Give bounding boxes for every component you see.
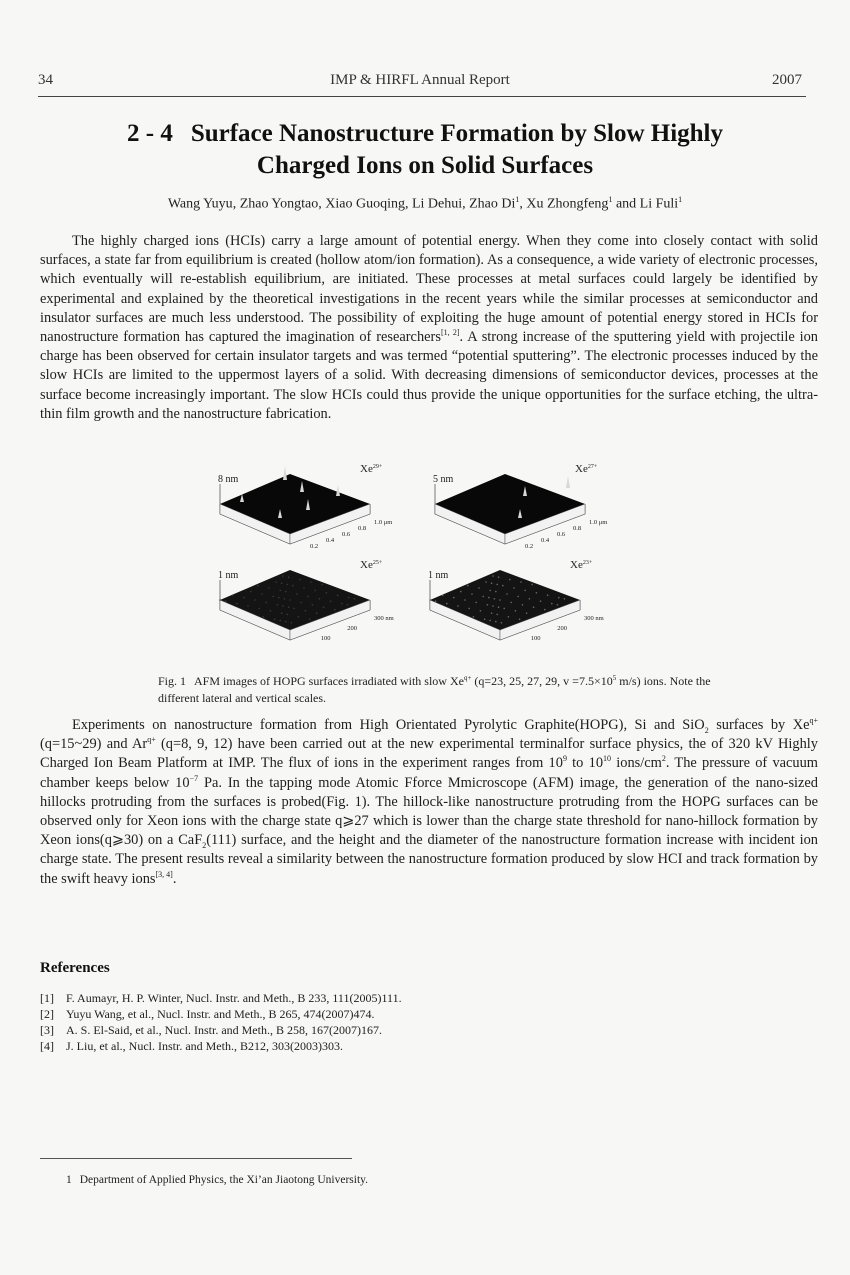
reference-index: [1] bbox=[40, 991, 54, 1005]
texture-dot bbox=[288, 576, 290, 578]
texture-dot bbox=[291, 622, 293, 624]
axis-tick-label: 0.8 bbox=[573, 525, 582, 532]
journal-title: IMP & HIRFL Annual Report bbox=[330, 72, 510, 88]
header-divider bbox=[38, 96, 806, 97]
z-scale-label: 8 nm bbox=[218, 474, 239, 485]
reference-index: [4] bbox=[40, 1039, 54, 1053]
reference-text: J. Liu, et al., Nucl. Instr. and Meth., B212, 303(2003)303. bbox=[66, 1039, 343, 1053]
texture-dot bbox=[263, 616, 265, 618]
texture-dot bbox=[247, 605, 249, 607]
texture-dot bbox=[526, 612, 528, 614]
reference-text: Yuyu Wang, et al., Nucl. Instr. and Meth., B 265, 474(2007)474. bbox=[66, 1007, 375, 1021]
superscript: 9 bbox=[562, 754, 567, 764]
z-scale-label: 1 nm bbox=[218, 570, 239, 581]
texture-dot bbox=[334, 609, 336, 611]
axis-tick-label: 0.8 bbox=[358, 525, 367, 532]
affiliation-mark: 1 bbox=[515, 195, 520, 204]
texture-dot bbox=[464, 599, 466, 601]
texture-dot bbox=[286, 584, 288, 586]
texture-dot bbox=[326, 592, 328, 594]
texture-dot bbox=[498, 606, 500, 608]
afm-surface bbox=[430, 570, 580, 630]
text-run: (q=15~29) and Ar bbox=[40, 736, 148, 753]
texture-dot bbox=[551, 603, 553, 605]
texture-dot bbox=[232, 594, 234, 596]
texture-dot bbox=[487, 604, 489, 606]
z-scale-label: 1 nm bbox=[428, 570, 449, 581]
texture-dot bbox=[508, 616, 510, 618]
texture-dot bbox=[274, 618, 276, 620]
texture-dot bbox=[429, 599, 431, 601]
texture-dot bbox=[316, 612, 318, 614]
texture-dot bbox=[510, 602, 512, 604]
subscript: 2 bbox=[704, 725, 709, 735]
afm-surface bbox=[435, 474, 585, 534]
reference-index: [3] bbox=[40, 1023, 54, 1037]
texture-dot bbox=[268, 587, 270, 589]
intro-paragraph bbox=[40, 232, 818, 424]
axis-tick-label: 0.2 bbox=[310, 543, 319, 550]
afm-panel-xe27 bbox=[425, 462, 655, 562]
texture-dot bbox=[492, 605, 494, 607]
reference-text: A. S. El-Said, et al., Nucl. Instr. and Meth., B 258, 167(2007)167. bbox=[66, 1023, 382, 1037]
texture-dot bbox=[460, 591, 462, 593]
superscript: 10 bbox=[603, 754, 612, 764]
texture-dot bbox=[471, 593, 473, 595]
axis-tick-label: 0.6 bbox=[342, 531, 351, 538]
ion-label: $Xe^{29+}$ bbox=[360, 463, 383, 475]
texture-dot bbox=[547, 594, 549, 596]
texture-dot bbox=[275, 581, 277, 583]
texture-dot bbox=[496, 584, 498, 586]
texture-dot bbox=[270, 610, 272, 612]
axis-tick-label: 1.0 μm bbox=[589, 519, 608, 526]
reference-index: [2] bbox=[40, 1007, 54, 1021]
experiment-paragraph bbox=[40, 716, 818, 889]
texture-dot bbox=[286, 614, 288, 616]
affiliation-mark: 1 bbox=[608, 195, 613, 204]
author-name: Xu Zhongfeng bbox=[526, 196, 609, 212]
texture-dot bbox=[519, 618, 521, 620]
texture-dot bbox=[513, 587, 515, 589]
texture-dot bbox=[284, 598, 286, 600]
author-name: Li Dehui bbox=[411, 196, 463, 212]
texture-dot bbox=[219, 599, 221, 601]
text-run: Experiments on nanostructure formation from High Orientated Pyrolytic Graphite(HOPG), Si and SiO bbox=[72, 717, 705, 733]
texture-dot bbox=[278, 597, 280, 599]
texture-dot bbox=[312, 604, 314, 606]
texture-dot bbox=[529, 598, 531, 600]
texture-dot bbox=[495, 621, 497, 623]
author-name: Zhao Di bbox=[469, 196, 516, 212]
texture-dot bbox=[517, 596, 519, 598]
author-list: Wang Yuyu, Zhao Yongtao, Xiao Guoqing, Li Dehui, Zhao Di$^1$, Xu Zhongfeng$^1$ and Li Fuli$^1$ bbox=[167, 195, 683, 212]
text-run: Pa. In the tapping mode Atomic Fforce Mmicroscope (AFM) image, the generation of the nano-sized hillocks protruding from the surfaces is probed(Fig. 1). The hillock-like nanostructure protruding from the HOPG surfaces can be observed only for Xeon ions with the charge state q⩾27 which is lower than the charge state threshold for nano-hillock formation by Xeon ions(q⩾30) on a CaF bbox=[40, 774, 819, 849]
reference-item bbox=[40, 1022, 402, 1038]
texture-dot bbox=[319, 598, 321, 600]
superscript: 2 bbox=[661, 754, 666, 764]
title-line-2: Charged Ions on Solid Surfaces bbox=[256, 152, 594, 179]
hillock bbox=[336, 485, 340, 496]
axis-tick-label: 100 bbox=[530, 635, 541, 642]
author-name: Xiao Guoqing bbox=[325, 196, 405, 212]
author-name: Wang Yuyu bbox=[167, 196, 233, 212]
afm-panel-xe29 bbox=[210, 462, 440, 562]
texture-dot bbox=[540, 600, 542, 602]
texture-dot bbox=[522, 604, 524, 606]
texture-dot bbox=[321, 584, 323, 586]
references-heading: References bbox=[40, 960, 110, 976]
texture-dot bbox=[501, 622, 503, 624]
texture-dot bbox=[453, 597, 455, 599]
footnote-mark: 1 bbox=[66, 1174, 72, 1186]
texture-dot bbox=[531, 584, 533, 586]
texture-dot bbox=[250, 591, 252, 593]
afm-surface bbox=[220, 474, 370, 534]
texture-dot bbox=[309, 618, 311, 620]
texture-dot bbox=[492, 575, 494, 577]
texture-dot bbox=[482, 596, 484, 598]
reference-text: F. Aumayr, H. P. Winter, Nucl. Instr. and Meth., B 233, 111(2005)111. bbox=[66, 991, 402, 1005]
texture-dot bbox=[495, 591, 497, 593]
texture-dot bbox=[484, 618, 486, 620]
texture-dot bbox=[491, 612, 493, 614]
texture-dot bbox=[489, 590, 491, 592]
charge-state: 25+ bbox=[372, 560, 383, 566]
page-number: 34 bbox=[38, 72, 53, 88]
texture-dot bbox=[298, 616, 300, 618]
running-header bbox=[38, 70, 802, 96]
reference-item bbox=[40, 990, 402, 1006]
texture-dot bbox=[243, 597, 245, 599]
texture-dot bbox=[457, 605, 459, 607]
texture-dot bbox=[475, 602, 477, 604]
text-run: . bbox=[172, 870, 177, 887]
author-name: Zhao Yongtao bbox=[239, 196, 319, 212]
texture-dot bbox=[533, 606, 535, 608]
axis-tick-label: 0.4 bbox=[541, 537, 550, 544]
ion-label: $Xe^{25+}$ bbox=[360, 559, 383, 571]
texture-dot bbox=[498, 576, 500, 578]
texture-dot bbox=[279, 620, 281, 622]
texture-dot bbox=[341, 603, 343, 605]
text-run: m/s) ions. Note the different lateral and vertical scales. bbox=[158, 674, 711, 705]
charge-state: 27+ bbox=[587, 464, 598, 470]
z-scale-label: 5 nm bbox=[433, 474, 454, 485]
texture-dot bbox=[499, 599, 501, 601]
figure-afm-images bbox=[210, 462, 670, 662]
texture-dot bbox=[300, 602, 302, 604]
texture-dot bbox=[257, 585, 259, 587]
texture-dot bbox=[282, 575, 284, 577]
superscript: q+ bbox=[147, 735, 156, 745]
axis-tick-label: 0.6 bbox=[557, 531, 566, 538]
axis-tick-label: 300 nm bbox=[374, 615, 394, 622]
texture-dot bbox=[330, 600, 332, 602]
texture-dot bbox=[265, 602, 267, 604]
texture-dot bbox=[303, 587, 305, 589]
texture-dot bbox=[524, 590, 526, 592]
text-run: (q=8, 9, 12) have been carried out at the new experimental terminalfor surface physics, the of 320 kV Highly Charged Ion Beam Platform at IMP. The flux of ions in the experiment ranges from 10 bbox=[40, 736, 818, 772]
texture-dot bbox=[285, 591, 287, 593]
texture-dot bbox=[310, 581, 312, 583]
superscript: 5 bbox=[612, 674, 617, 682]
texture-dot bbox=[305, 610, 307, 612]
texture-dot bbox=[468, 608, 470, 610]
texture-dot bbox=[236, 603, 238, 605]
subscript: 2 bbox=[202, 841, 207, 851]
text-run: (111) surface, and the height and the diameter of the nanostructure formation increase with incident ion charge state. The present results reveal a similarity between the nanostructure formation produced by slow HCI and track formation by the swift heavy ions bbox=[40, 832, 818, 887]
footnote bbox=[66, 1174, 368, 1186]
texture-dot bbox=[557, 604, 559, 606]
texture-dot bbox=[281, 612, 283, 614]
afm-surface bbox=[220, 570, 370, 630]
figure-label: Fig. 1 bbox=[158, 674, 187, 688]
superscript: −7 bbox=[189, 773, 199, 783]
footnote-divider bbox=[40, 1158, 352, 1159]
axis-tick-label: 0.2 bbox=[525, 543, 534, 550]
texture-dot bbox=[485, 581, 487, 583]
texture-dot bbox=[299, 579, 301, 581]
texture-dot bbox=[478, 587, 480, 589]
texture-dot bbox=[293, 608, 295, 610]
charge-state: 29+ bbox=[372, 464, 383, 470]
axis-tick-label: 0.4 bbox=[326, 537, 335, 544]
afm-panel-xe25 bbox=[210, 558, 440, 658]
texture-dot bbox=[258, 608, 260, 610]
texture-dot bbox=[494, 598, 496, 600]
afm-panel-xe23 bbox=[420, 558, 650, 658]
texture-dot bbox=[564, 598, 566, 600]
texture-dot bbox=[480, 610, 482, 612]
citation[interactable]: [1, 2] bbox=[440, 328, 460, 338]
text-run: ions/cm bbox=[611, 755, 662, 772]
texture-dot bbox=[558, 597, 560, 599]
text-run: surfaces by Xe bbox=[708, 717, 810, 733]
texture-dot bbox=[509, 579, 511, 581]
author-name: Li Fuli bbox=[639, 196, 679, 212]
axis-tick-label: 200 bbox=[347, 625, 358, 632]
ion-label: $Xe^{23+}$ bbox=[570, 559, 593, 571]
superscript: q+ bbox=[809, 716, 818, 726]
texture-dot bbox=[307, 596, 309, 598]
texture-dot bbox=[261, 593, 263, 595]
texture-dot bbox=[282, 605, 284, 607]
texture-dot bbox=[503, 608, 505, 610]
citation[interactable]: [3, 4] bbox=[155, 869, 173, 879]
hillock bbox=[283, 466, 287, 480]
texture-dot bbox=[279, 590, 281, 592]
texture-dot bbox=[285, 621, 287, 623]
texture-dot bbox=[288, 606, 290, 608]
texture-dot bbox=[348, 597, 350, 599]
texture-dot bbox=[435, 600, 437, 602]
texture-dot bbox=[323, 606, 325, 608]
texture-dot bbox=[314, 590, 316, 592]
texture-dot bbox=[496, 614, 498, 616]
ion-label: $Xe^{27+}$ bbox=[575, 463, 598, 475]
axis-tick-label: 200 bbox=[557, 625, 568, 632]
texture-dot bbox=[347, 604, 349, 606]
charge-state: 23+ bbox=[582, 560, 593, 566]
texture-dot bbox=[281, 582, 283, 584]
axis-tick-label: 1.0 μm bbox=[374, 519, 393, 526]
texture-dot bbox=[289, 599, 291, 601]
texture-dot bbox=[491, 582, 493, 584]
axis-tick-label: 300 nm bbox=[584, 615, 604, 622]
texture-dot bbox=[506, 593, 508, 595]
figure-caption bbox=[158, 670, 718, 707]
affiliation-mark: 1 bbox=[678, 195, 683, 204]
text-run: AFM images of HOPG surfaces irradiated with slow Xe bbox=[194, 674, 464, 688]
texture-dot bbox=[488, 597, 490, 599]
texture-dot bbox=[337, 594, 339, 596]
texture-dot bbox=[520, 581, 522, 583]
section-number: 2 - 4 bbox=[127, 120, 173, 147]
reference-item bbox=[40, 1038, 402, 1054]
text-run: to 10 bbox=[566, 755, 604, 772]
report-year: 2007 bbox=[772, 72, 802, 88]
reference-list bbox=[40, 990, 402, 1054]
texture-dot bbox=[442, 594, 444, 596]
texture-dot bbox=[473, 616, 475, 618]
text-run: (q=23, 25, 27, 29, v =7.5×10 bbox=[471, 674, 613, 688]
texture-dot bbox=[296, 593, 298, 595]
texture-dot bbox=[292, 585, 294, 587]
texture-dot bbox=[446, 603, 448, 605]
texture-dot bbox=[502, 585, 504, 587]
texture-dot bbox=[544, 609, 546, 611]
texture-dot bbox=[277, 604, 279, 606]
texture-dot bbox=[536, 592, 538, 594]
texture-dot bbox=[254, 599, 256, 601]
texture-dot bbox=[354, 598, 356, 600]
axis-tick-label: 100 bbox=[320, 635, 331, 642]
text-run: . A strong increase of the sputtering yield with projectile ion charge has been observed for certain insulator targets and was termed “potential sputtering”. The electronic processes induced by the slow HCIs are limited to the uppermost layers of a solid. With decreasing dimensions of semiconductor devices, processes at the surface become increasingly important. The slow HCIs could thus provide the unique opportunities for the surface etching, the ultra-thin film growth and the nanostructure fabrication. bbox=[40, 329, 819, 422]
reference-item bbox=[40, 1006, 402, 1022]
footnote-text: Department of Applied Physics, the Xi’an Jiaotong University. bbox=[79, 1174, 369, 1186]
texture-dot bbox=[515, 610, 517, 612]
superscript: q+ bbox=[463, 674, 472, 682]
texture-dot bbox=[467, 585, 469, 587]
text-run: . The pressure of vacuum chamber keeps below 10 bbox=[40, 755, 819, 791]
title-line-1: Surface Nanostructure Formation by Slow Highly bbox=[190, 120, 723, 147]
article-title bbox=[60, 118, 790, 182]
texture-dot bbox=[489, 620, 491, 622]
texture-dot bbox=[225, 600, 227, 602]
texture-dot bbox=[272, 596, 274, 598]
text-run: The highly charged ions (HCIs) carry a large amount of potential energy. When they come into closely contact with solid surfaces, a state far from equilibrium is created (hollow atom/ion formation). As a consequence, a wide variety of electronic processes, which eventually will re-establish equilibrium, are initiated. These processes at metal surfaces could largely be identified by experimental and explained by the theoretical investigations in the recent years while the similar processes at semiconductor and insulator surfaces are much less understood. The possibility of exploiting the huge amount of potential energy stored in HCIs for nanostructure formation has captured the imagination of researchers bbox=[40, 233, 818, 346]
hillock bbox=[566, 476, 570, 488]
